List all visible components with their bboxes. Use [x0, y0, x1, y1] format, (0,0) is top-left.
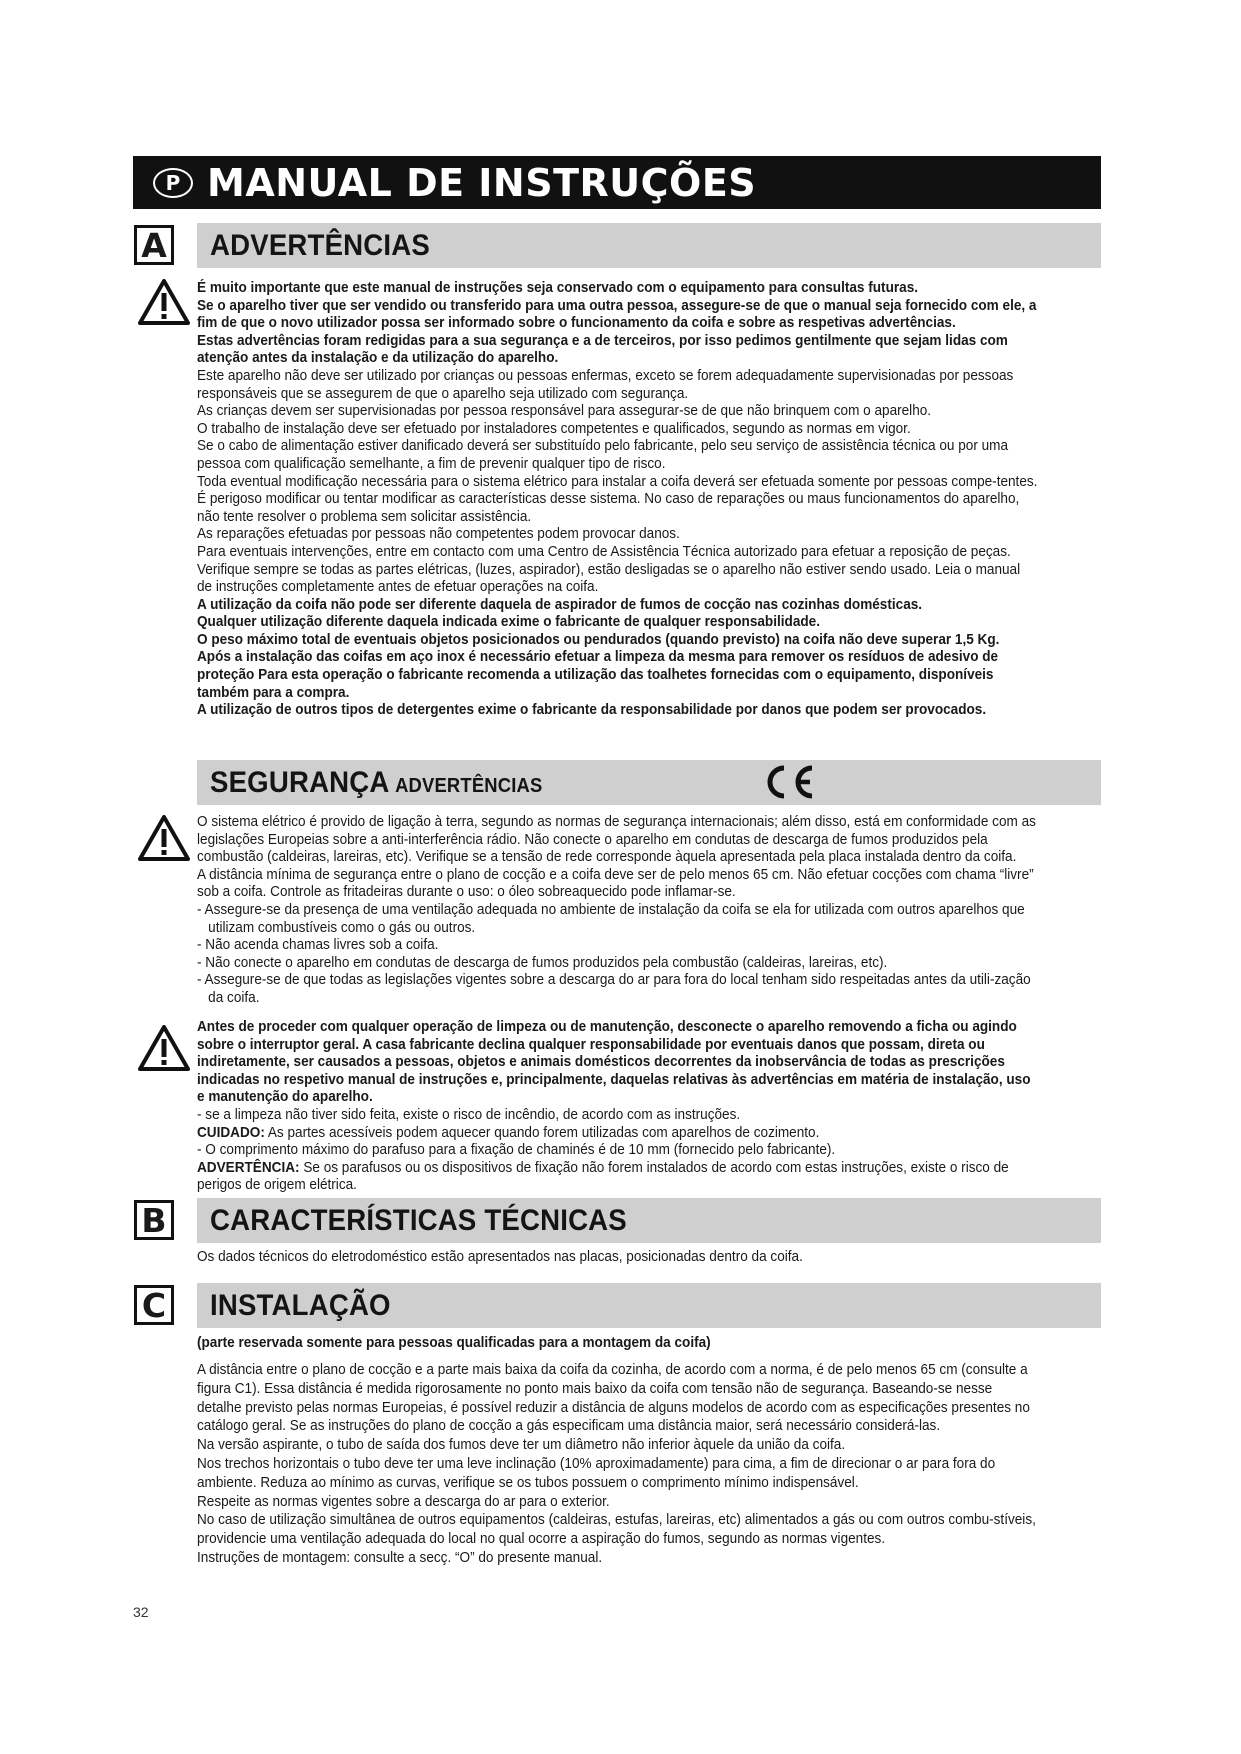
warning-paragraph: Se o aparelho tiver que ser vendido ou transferido para uma outra pessoa, assegure-se de que o manual seja fornecido com ele, a fim de que o novo utilizador possa ser informado sobre o funcionamento da coifa e sobre as respetivas advertências. — [197, 297, 1037, 332]
safety-paragraph: - O comprimento máximo do parafuso para a fixação de chaminés é de 10 mm (fornecido pelo fabricante). — [197, 1142, 836, 1159]
section-c-title: INSTALAÇÃO — [210, 1288, 391, 1322]
warning-paragraph: O peso máximo total de eventuais objetos posicionados ou pendurados (quando previsto) na coifa não deve superar 1,5 Kg. — [197, 631, 1000, 648]
warning-paragraph: É perigoso modificar ou tentar modificar as características desse sistema. No caso de reparações ou maus funcionamentos do aparelho, não tente resolver o problema sem solicitar assistência. — [197, 491, 1020, 525]
section-b-paragraph: Os dados técnicos do eletrodoméstico estão apresentados nas placas, posicionadas dentro da coifa. — [197, 1249, 803, 1265]
warning-triangle-icon — [137, 278, 191, 326]
warning-paragraph: As crianças devem ser supervisionadas por pessoa responsável para assegurar-se de que não brinquem com o aparelho. — [197, 403, 932, 420]
installation-paragraph: A distância entre o plano de cocção e a parte mais baixa da coifa da cozinha, de acordo com a norma, é de pelo menos 65 cm (consulte a figura C1). Essa distância é medida rigorosamente no ponto mais baixo da coifa com tensão não de segurança. Baseando-se nesse detalhe previsto pelas normas Europeias, é possível reduzir a distância de alguns modelos de acordo com as especificações presentes no catálogo geral. Se as instruções do plano de cocção a gás especificam uma distância maior, será necessário considerá-las. — [197, 1362, 1030, 1435]
safety-paragraph: A distância mínima de segurança entre o plano de cocção e a coifa deve ser de pelo menos 65 cm. Não efetuar cocções com chama “livre” sob a coifa. Controle as fritadeiras durante o uso: o óleo sobreaquecido pode inflamar-se. — [197, 866, 1034, 901]
section-c-heading-bar — [197, 1283, 1101, 1328]
section-a-title: ADVERTÊNCIAS — [210, 228, 430, 262]
warning-paragraph: Estas advertências foram redigidas para a sua segurança e a de terceiros, por isso pedimos gentilmente que sejam lidas com atenção antes da instalação e da utilização do aparelho. — [197, 332, 1008, 367]
page-title: MANUAL DE INSTRUÇÕES — [207, 160, 757, 205]
warning-paragraph: Verifique sempre se todas as partes elétricas, (luzes, aspirador), estão desligadas se o aparelho não estiver sendo usado. Leia o manual de instruções completamente antes de efetuar operações na coifa. — [197, 561, 1021, 596]
warning-triangle-icon — [137, 814, 191, 862]
section-c-letter: C — [134, 1285, 174, 1325]
warning-paragraph: A utilização de outros tipos de detergentes exime o fabricante da responsabilidade por danos que podem ser provocados. — [197, 702, 987, 719]
warning-paragraph: É muito importante que este manual de instruções seja conservado com o equipamento para consultas futuras. — [197, 280, 919, 296]
safety-paragraph: Antes de proceder com qualquer operação de limpeza ou de manutenção, desconecte o aparelho removendo a ficha ou agindo sobre o interruptor geral. A casa fabricante declina qualquer responsabilidade por eventuais danos que possam, direta ou indiretamente, ser causados a pessoas, objetos e animais domésticos decorrentes da inobservância de todas as prescrições indicadas no respetivo manual de instruções e, principalmente, daquelas relativas às advertências em matéria de instalação, uso e manutenção do aparelho. — [197, 1019, 1031, 1106]
safety-title: SEGURANÇA ADVERTÊNCIAS — [210, 765, 543, 799]
section-a-body — [197, 280, 1038, 720]
safety-paragraph: O sistema elétrico é provido de ligação à terra, segundo as normas de segurança internacionais; além disso, está em conformidade com as legislações Europeias sobre a anti-interferência rádio. Não conecte o aparelho em condutas de descarga de fumos produzidos pela combustão (caldeiras, lareiras, etc). Verifique se a tensão de rede corresponde àquela apresentada pela placa instalada dentro da coifa. — [197, 814, 1036, 866]
section-b-letter: B — [134, 1200, 174, 1240]
safety-subtitle: ADVERTÊNCIAS — [395, 774, 543, 797]
installation-paragraph: Nos trechos horizontais o tubo deve ter uma leve inclinação (10% aproximadamente) para cima, a fim de direcionar o ar para fora do ambiente. Reduza ao mínimo as curvas, verifique se os tubos possuem o comprimento mínimo indispensável. — [197, 1455, 996, 1491]
manual-title-bar — [133, 156, 1101, 209]
safety-paragraph: - Assegure-se de que todas as legislações vigentes sobre a descarga do ar para fora do local tenham sido respeitadas antes da utili-zação da coifa. — [197, 972, 1031, 1006]
language-badge: P — [153, 168, 193, 198]
section-a-letter: A — [134, 225, 174, 265]
warning-paragraph: Se o cabo de alimentação estiver danificado deverá ser substituído pelo fabricante, pelo seu serviço de assistência técnica ou por uma pessoa com qualificação semelhante, a fim de prevenir qualquer tipo de risco. — [197, 438, 1009, 472]
warning-paragraph: Este aparelho não deve ser utilizado por crianças ou pessoas enfermas, exceto se forem adequadamente supervisionadas por pessoas responsáveis que se assegurem de que o aparelho seja utilizado com segurança. — [197, 367, 1014, 402]
installation-paragraph: Instruções de montagem: consulte a secç. “O” do presente manual. — [197, 1549, 603, 1566]
safety-paragraph: - Não acenda chamas livres sob a coifa. — [197, 937, 439, 954]
warning-paragraph: Após a instalação das coifas em aço inox é necessário efetuar a limpeza da mesma para remover os resíduos de adesivo de proteção Para esta operação o fabricante recomenda a utilização das toalhetes fornecidas com o equipamento, disponíveis também para a compra. — [197, 649, 999, 701]
section-b-body — [197, 1249, 1038, 1267]
installation-paragraph: Respeite as normas vigentes sobre a descarga do ar para o exterior. — [197, 1493, 610, 1510]
installation-paragraph: No caso de utilização simultânea de outros equipamentos (caldeiras, estufas, lareiras, etc) alimentados a gás ou com outros combu-stíveis, providencie uma ventilação adequada do local no qual ocorre a aspiração do fumos, segundo as normas vigentes. — [197, 1512, 1036, 1548]
safety-lead-text: As partes acessíveis podem aquecer quando forem utilizadas com aparelhos de cozimento. — [264, 1124, 820, 1141]
safety-heading-bar — [197, 760, 1101, 805]
page-number: 32 — [133, 1604, 149, 1620]
ce-mark-icon — [760, 762, 816, 802]
safety-paragraph: - Não conecte o aparelho em condutas de descarga de fumos produzidos pela combustão (caldeiras, lareiras, etc). — [197, 954, 888, 971]
safety-paragraph — [197, 1125, 1038, 1143]
safety-lead-label: CUIDADO: — [197, 1124, 265, 1141]
warning-paragraph: As reparações efetuadas por pessoas não competentes podem provocar danos. — [197, 526, 680, 543]
safety-body-2 — [197, 1019, 1038, 1195]
warning-paragraph: A utilização da coifa não pode ser diferente daquela de aspirador de fumos de cocção nas cozinhas domésticas. — [197, 596, 923, 613]
section-b-title: CARACTERÍSTICAS TÉCNICAS — [210, 1203, 627, 1237]
safety-lead-label: ADVERTÊNCIA: — [197, 1159, 300, 1176]
warning-paragraph: Qualquer utilização diferente daquela indicada exime o fabricante de qualquer responsabilidade. — [197, 614, 820, 631]
installation-paragraph: Na versão aspirante, o tubo de saída dos fumos deve ter um diâmetro não inferior àquele da união da coifa. — [197, 1437, 846, 1454]
warning-triangle-icon — [137, 1024, 191, 1072]
safety-lead-text: Se os parafusos ou os dispositivos de fixação não forem instalados de acordo com estas instruções, existe o risco de perigos de origem elétrica. — [197, 1159, 1009, 1194]
warning-paragraph: Toda eventual modificação necessária para o sistema elétrico para instalar a coifa deverá ser efetuada somente por pessoas compe-tentes. — [197, 473, 1038, 490]
safety-paragraph: - Assegure-se da presença de uma ventilação adequada no ambiente de instalação da coifa se ela for utilizada com outros aparelhos que utilizam combustíveis como o gás ou outros. — [197, 901, 1025, 936]
section-c-body — [197, 1361, 1038, 1568]
section-a-heading-bar — [197, 223, 1101, 268]
section-c-subtitle-block — [197, 1335, 1038, 1353]
section-b-heading-bar — [197, 1198, 1101, 1243]
warning-paragraph: O trabalho de instalação deve ser efetuado por instaladores competentes e qualificados, segundo as normas em vigor. — [197, 420, 911, 437]
safety-paragraph: - se a limpeza não tiver sido feita, existe o risco de incêndio, de acordo com as instruções. — [197, 1106, 741, 1123]
safety-body — [197, 814, 1038, 1008]
section-c-subtitle: (parte reservada somente para pessoas qualificadas para a montagem da coifa) — [197, 1335, 711, 1351]
safety-paragraph — [197, 1160, 1038, 1195]
warning-paragraph: Para eventuais intervenções, entre em contacto com uma Centro de Assistência Técnica autorizado para efetuar a reposição de peças. — [197, 543, 1011, 560]
